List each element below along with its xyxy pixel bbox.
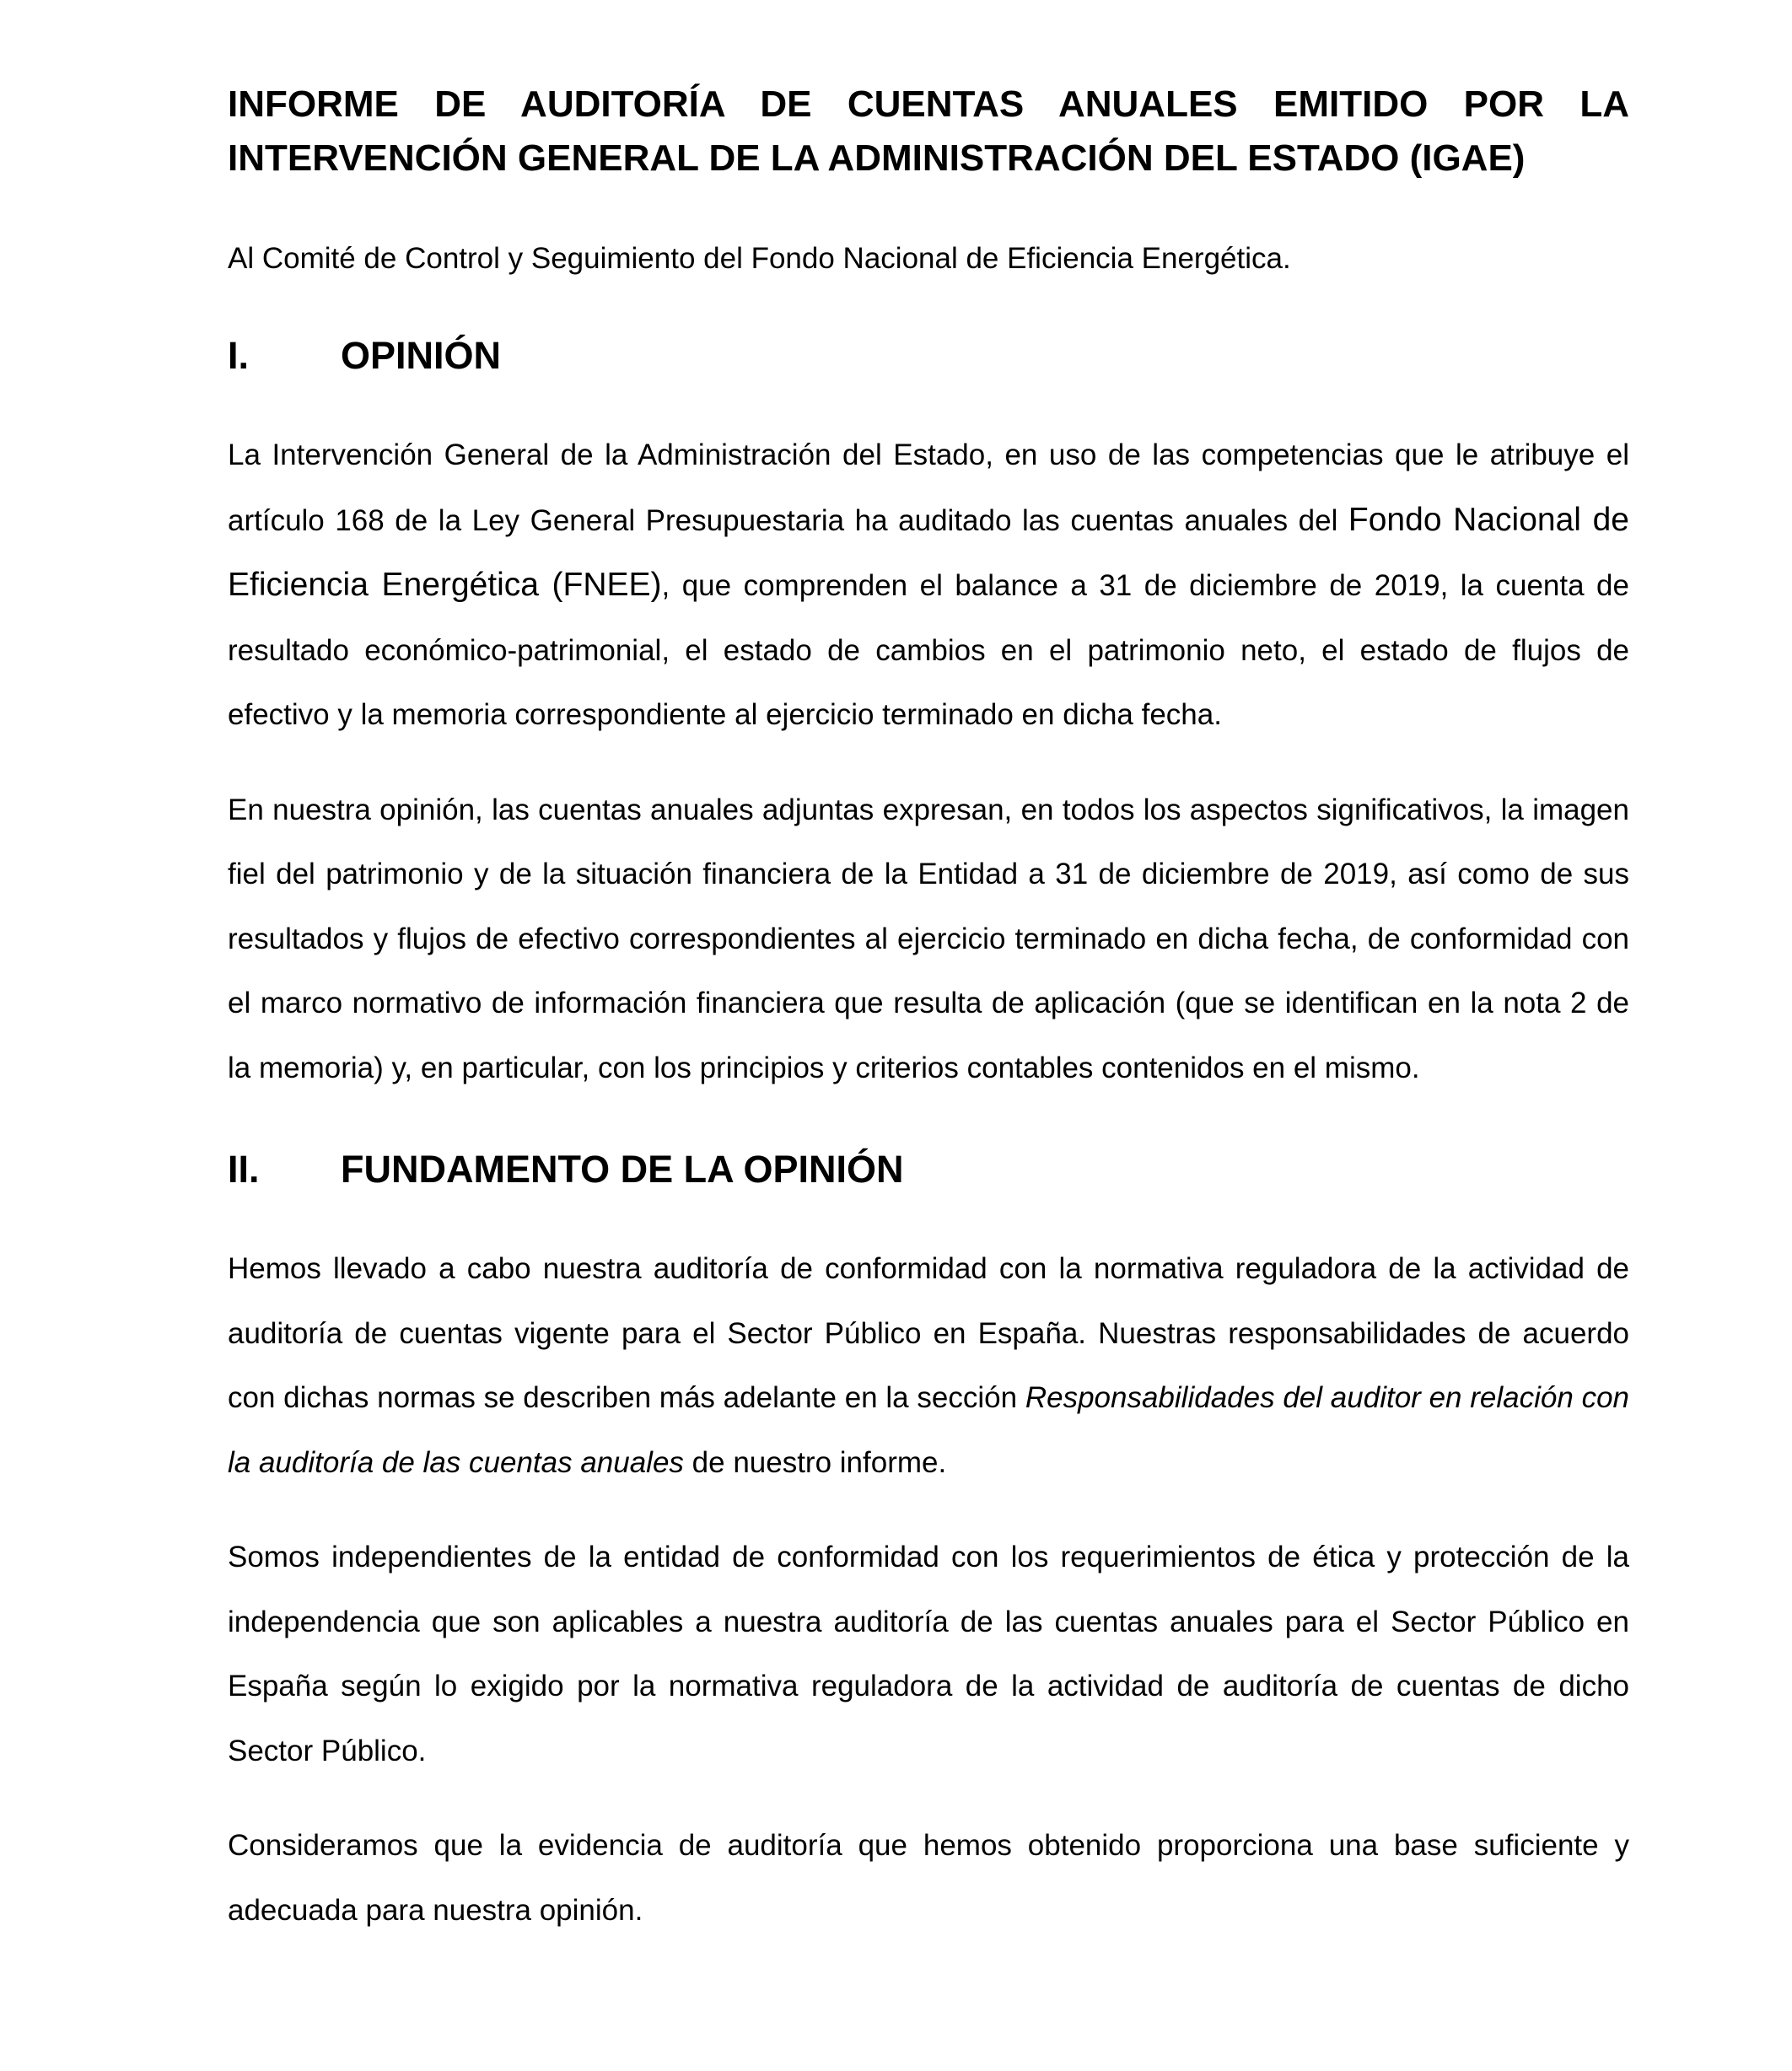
- basis-paragraph-1: [228, 1237, 1629, 1495]
- document-page: [228, 78, 1629, 1943]
- section-number: II.: [228, 1148, 260, 1191]
- basis-paragraph-3: Consideramos que la evidencia de auditoría que hemos obtenido proporciona una base suficiente y adecuada para nuestra opinión.: [228, 1829, 1629, 1927]
- report-title-line-1: INFORME DE AUDITORÍA DE CUENTAS ANUALES EMITIDO POR LA: [228, 83, 1629, 125]
- report-title: [228, 78, 1629, 186]
- section-title: OPINIÓN: [341, 334, 502, 377]
- section-heading-basis: [228, 1144, 1629, 1195]
- entity-name: Fondo Nacional de Eficiencia Energética (FNEE): [228, 501, 1629, 603]
- text-run: La Intervención General de la Administración del Estado, en uso de las competencias que le atribuye el artículo 168 de la Ley General Presupuestaria ha auditado las cuentas anuales del: [228, 438, 1629, 537]
- section-number: I.: [228, 334, 250, 377]
- section-title: FUNDAMENTO DE LA OPINIÓN: [341, 1148, 904, 1191]
- text-run: Hemos llevado a cabo nuestra auditoría de conformidad con la normativa reguladora de la actividad de auditoría de cuentas vigente para el Sector Público en España. Nuestras responsabilidades de acuerdo con dichas normas se describen más adelante en la sección: [228, 1252, 1629, 1414]
- basis-paragraph-2: Somos independientes de la entidad de conformidad con los requerimientos de ética y protección de la independencia que son aplicables a nuestra auditoría de las cuentas anuales para el Sector Público en España según lo exigido por la normativa reguladora de la actividad de auditoría de cuentas de dicho Sector Público.: [228, 1541, 1629, 1767]
- report-title-line-2: INTERVENCIÓN GENERAL DE LA ADMINISTRACIÓN DEL ESTADO (IGAE): [228, 137, 1526, 179]
- text-run: de nuestro informe.: [683, 1445, 947, 1479]
- text-run: , que comprenden el balance a 31 de diciembre de 2019, la cuenta de resultado económico-patrimonial, el estado de cambios en el patrimonio neto, el estado de flujos de efectivo y la memoria correspondiente al ejercicio terminado en dicha fecha.: [228, 569, 1629, 731]
- opinion-paragraph-1: [228, 423, 1629, 748]
- opinion-paragraph-2: En nuestra opinión, las cuentas anuales adjuntas expresan, en todos los aspectos significativos, la imagen fiel del patrimonio y de la situación financiera de la Entidad a 31 de diciembre de 2019, así como de sus resultados y flujos de efectivo correspondientes al ejercicio terminado en dicha fecha, de conformidad con el marco normativo de información financiera que resulta de aplicación (que se identifican en la nota 2 de la memoria) y, en particular, con los principios y criterios contables contenidos en el mismo.: [228, 793, 1629, 1084]
- section-heading-opinion: [228, 331, 1629, 381]
- italic-reference: Responsabilidades del auditor en relación con la auditoría de las cuentas anuales: [228, 1381, 1630, 1479]
- addressee: Al Comité de Control y Seguimiento del Fondo Nacional de Eficiencia Energética.: [228, 242, 1291, 275]
